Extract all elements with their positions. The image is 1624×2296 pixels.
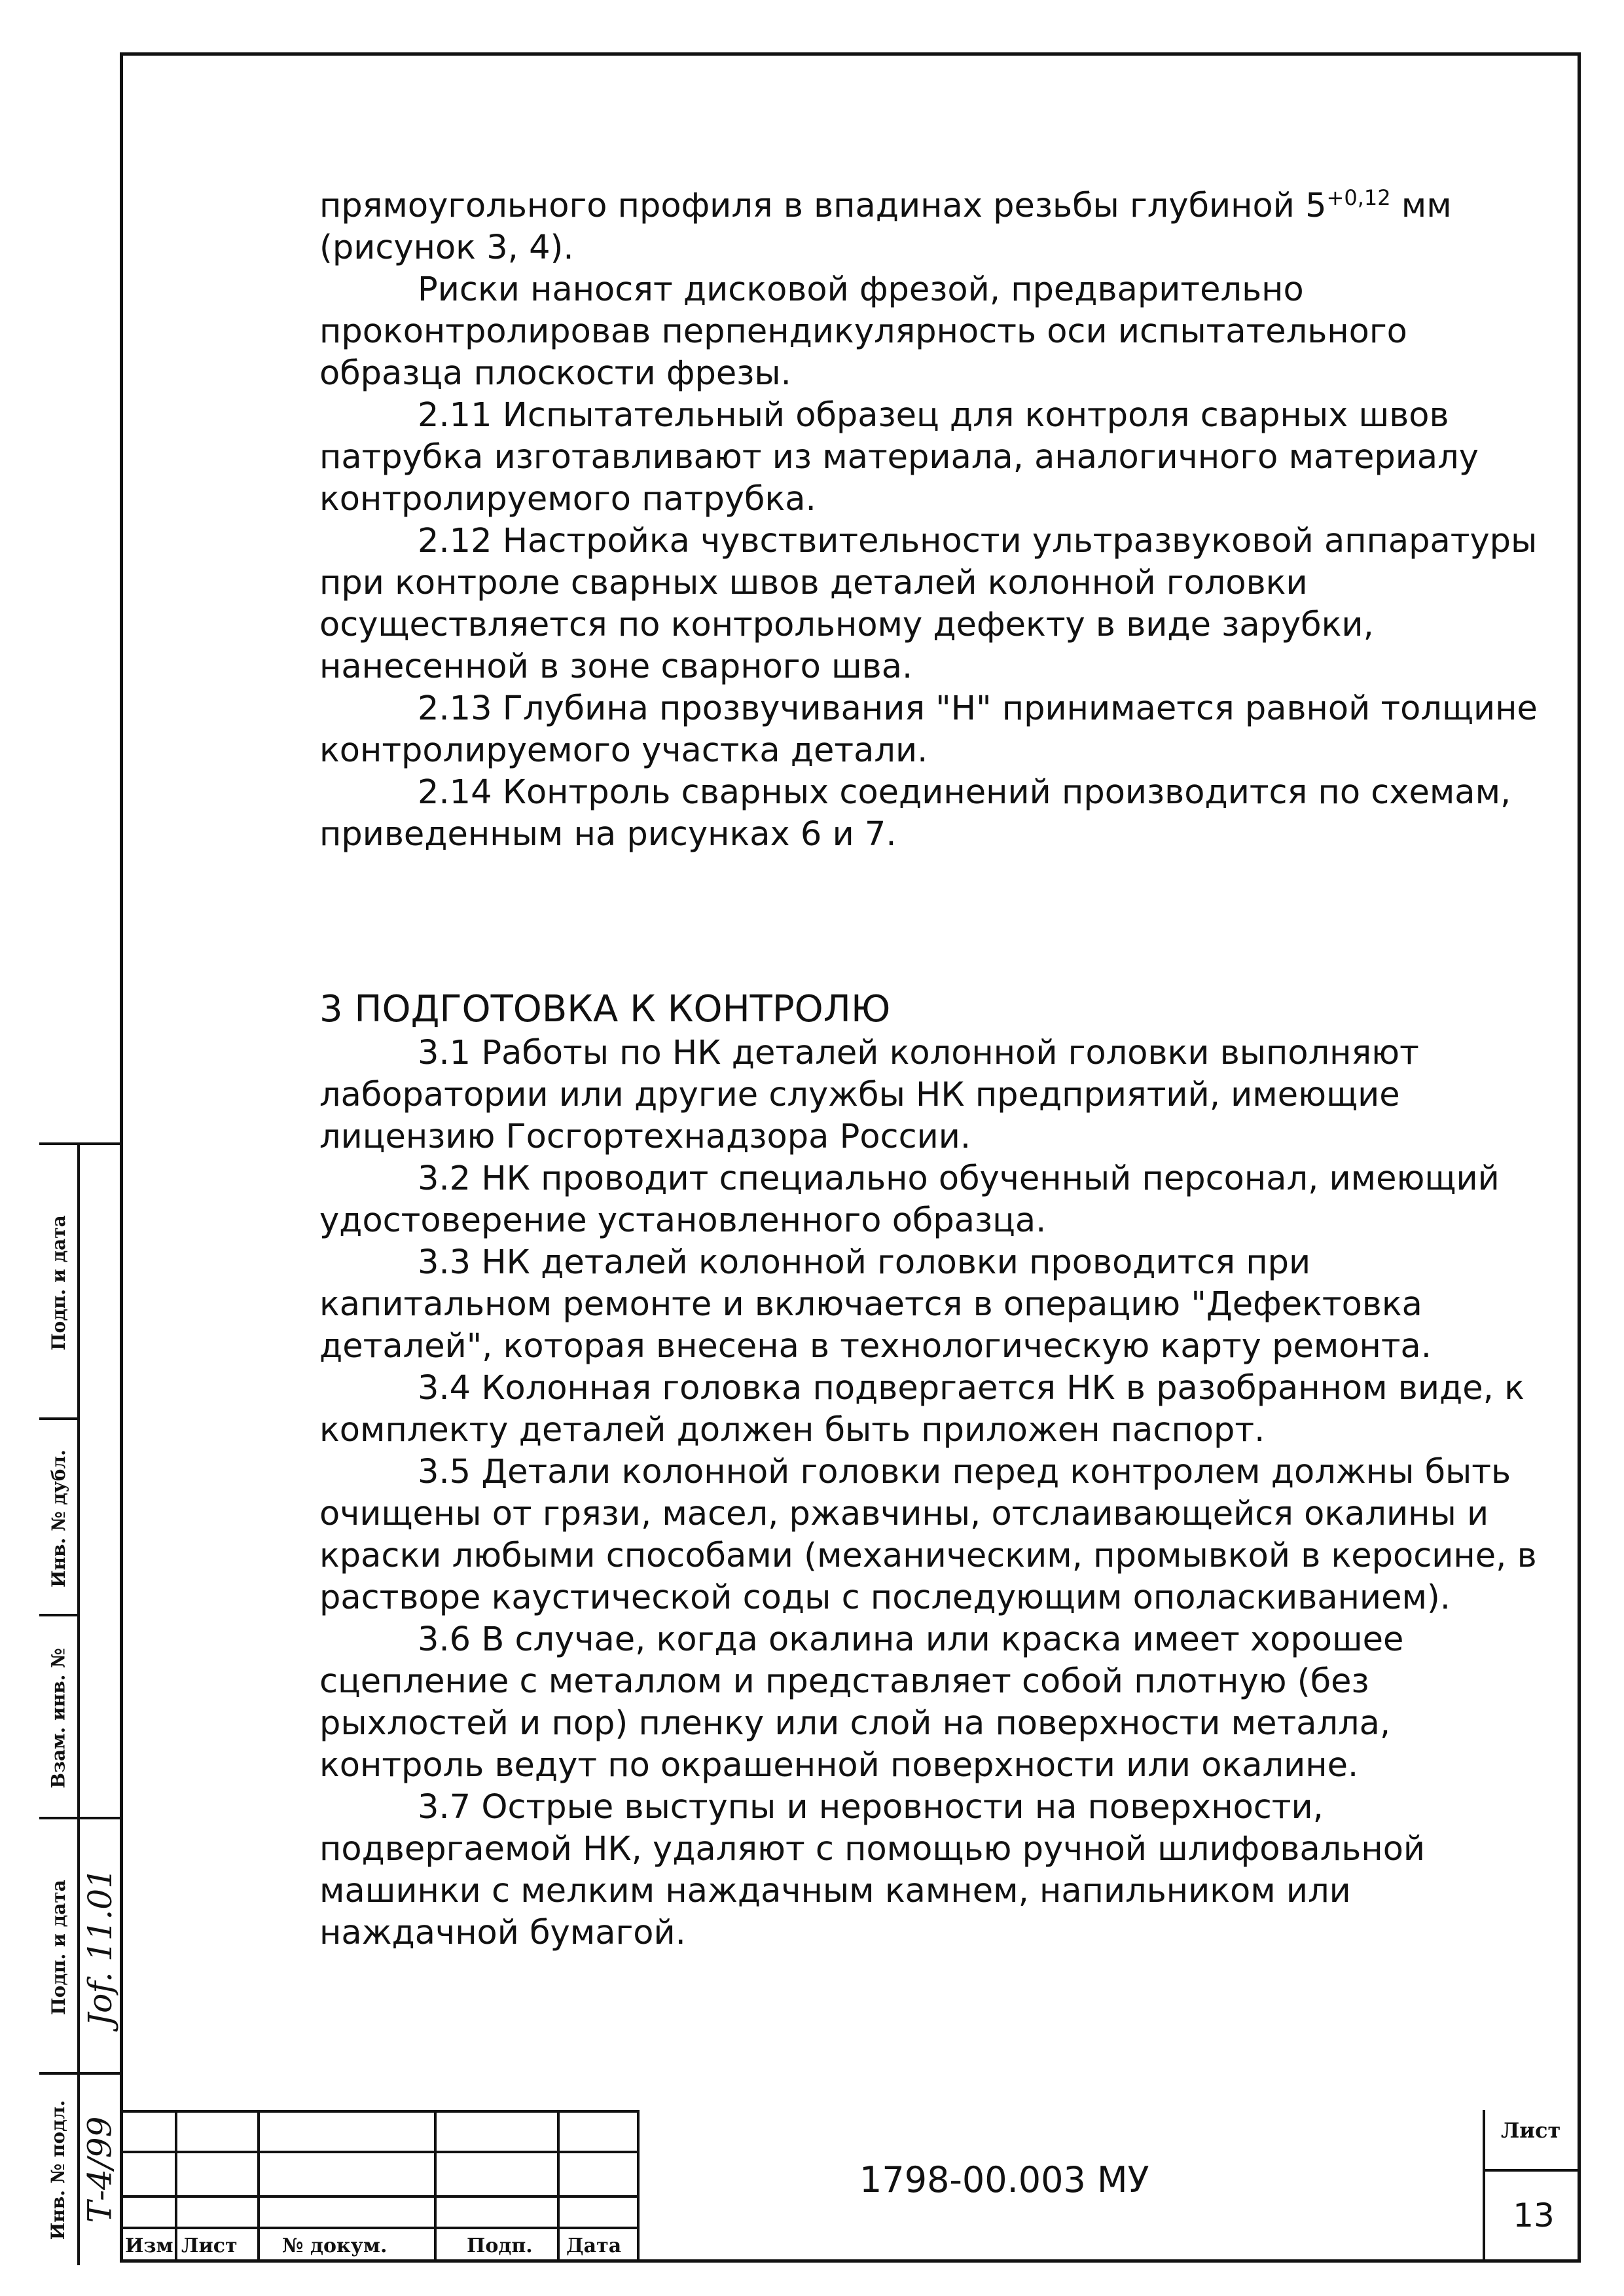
- title-block: [120, 2110, 1581, 2263]
- tb-col: [175, 2110, 177, 2263]
- paragraph-profile-text: прямоугольного профиля в впадинах резьбы глубиной 5: [319, 187, 1327, 225]
- tb-col: [257, 2110, 260, 2263]
- document-code: 1798-00.003 МУ: [859, 2159, 1149, 2200]
- section-title: 3 ПОДГОТОВКА К КОНТРОЛЮ: [319, 988, 891, 1030]
- tb-header-doc: № докум.: [282, 2234, 388, 2257]
- paragraph-profile-end: мм (рисунок 3, 4).: [319, 187, 1452, 267]
- clause-3-7: 3.7 Острые выступы и неровности на поверхности, подвергаемой НК, удаляют с помощью ручной шлифовальной машинки с мелким наждачным камнем, напильником или наждачной бумагой.: [319, 1788, 1426, 1952]
- side-stamp-labels: [39, 1145, 80, 2265]
- label-inv-podl: Инв. № подл.: [47, 2100, 69, 2240]
- clause-2-11: 2.11 Испытательный образец для контроля сварных швов патрубка изготавливают из материала, аналогичного материалу контролируемого патрубка.: [319, 396, 1479, 519]
- tb-header-izm: Изм: [125, 2234, 173, 2257]
- label-podp-data-top: Подп. и дата: [47, 1214, 69, 1351]
- tb-header-list: Лист: [181, 2234, 238, 2257]
- tb-col: [557, 2110, 560, 2263]
- clause-3-6: 3.6 В случае, когда окалина или краска имеет хорошее сцепление с металлом и представляет собой плотную (без рыхлостей и пор) пленку или слой на поверхности металла, контроль ведут по окрашенной поверхности или окалине.: [319, 1620, 1404, 1785]
- tb-line: [1483, 2169, 1581, 2172]
- sheet-label: Лист: [1501, 2118, 1561, 2143]
- paragraph-profile: [319, 185, 1550, 269]
- document-body: [319, 185, 1550, 1954]
- label-podp-data: Подп. и дата: [47, 1879, 69, 2015]
- paragraph-risks: Риски наносят дисковой фрезой, предварительно проконтролировав перпендикулярность оси испытательного образца плоскости фрезы.: [319, 270, 1407, 393]
- tb-header-data: Дата: [566, 2234, 622, 2257]
- clause-2-14: 2.14 Контроль сварных соединений производится по схемам, приведенным на рисунках 6 и 7.: [319, 773, 1511, 854]
- sheet-number: 13: [1513, 2196, 1555, 2234]
- clause-3-2: 3.2 НК проводит специально обученный персонал, имеющий удостоверение установленного образца.: [319, 1159, 1500, 1240]
- tb-col: [637, 2110, 640, 2263]
- label-inv-dubl: Инв. № дубл.: [47, 1449, 69, 1588]
- side-stamp: [39, 1142, 120, 2265]
- clause-2-13: 2.13 Глубина прозвучивания "Н" принимается равной толщине контролируемого участка детали.: [319, 689, 1538, 770]
- clause-3-4: 3.4 Колонная головка подвергается НК в разобранном виде, к комплекту деталей должен быть приложен паспорт.: [319, 1369, 1525, 1449]
- clause-3-1: 3.1 Работы по НК деталей колонной головки выполняют лаборатории или другие службы НК предприятий, имеющие лицензию Госгортехнадзора России.: [319, 1034, 1419, 1156]
- clause-3-3: 3.3 НК деталей колонной головки проводится при капитальном ремонте и включается в операцию "Дефектовка деталей", которая внесена в технологическую карту ремонта.: [319, 1243, 1432, 1366]
- label-vzam-inv: Взам. инв. №: [47, 1647, 69, 1789]
- handwritten-signature: Jof. 11.01: [81, 1868, 119, 2026]
- tb-col: [1483, 2110, 1485, 2263]
- tolerance-superscript: +0,12: [1326, 185, 1391, 210]
- clause-3-5: 3.5 Детали колонной головки перед контролем должны быть очищены от грязи, масел, ржавчины, отслаивающейся окалины и краски любыми способами (механическим, промывкой в керосине, в растворе каустической соды с последующим ополаскиванием).: [319, 1453, 1537, 1617]
- tb-header-podp: Подп.: [467, 2234, 533, 2257]
- clause-2-12: 2.12 Настройка чувствительности ультразвуковой аппаратуры при контроле сварных швов деталей колонной головки осуществляется по контрольному дефекту в виде зарубки, нанесенной в зоне сварного шва.: [319, 522, 1538, 686]
- handwritten-inventory-number: Т-4/99: [81, 2116, 119, 2223]
- tb-col: [434, 2110, 437, 2263]
